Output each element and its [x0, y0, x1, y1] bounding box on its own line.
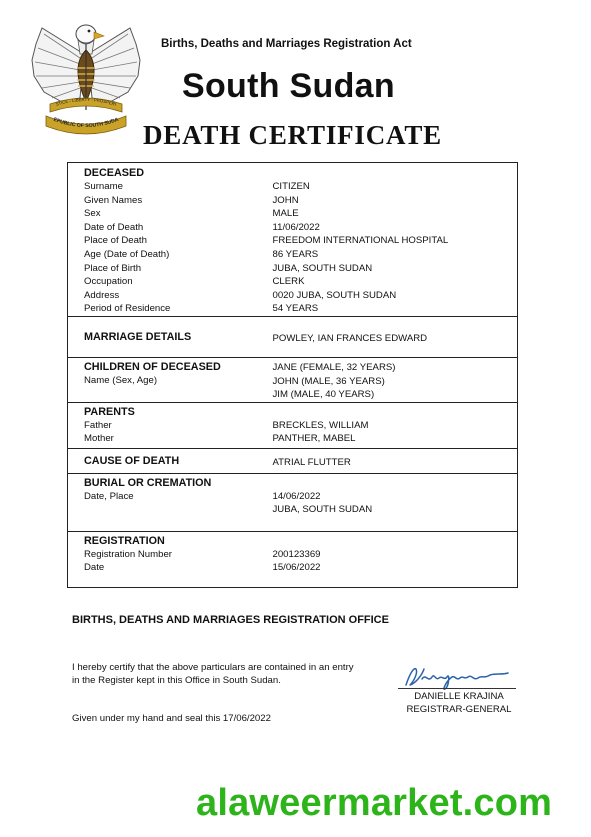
section-heading: CHILDREN OF DECEASED	[84, 360, 221, 373]
field-label: Date, Place	[84, 490, 134, 502]
father-value: BRECKLES, WILLIAM	[272, 419, 369, 431]
date-of-death-value: 11/06/2022	[272, 221, 320, 233]
field-label: Place of Birth	[84, 262, 142, 274]
field-label: Surname	[84, 181, 123, 192]
registrar-block	[398, 691, 520, 716]
sex-value: MALE	[272, 208, 299, 220]
child-value: JOHN (MALE, 36 YEARS)	[272, 375, 385, 387]
field-label: Period of Residence	[84, 303, 171, 315]
field-label: Name (Sex, Age)	[84, 374, 158, 386]
surname-value: CITIZEN	[272, 181, 310, 192]
period-of-residence-value: 54 YEARS	[272, 303, 319, 315]
section-heading: CAUSE OF DEATH	[84, 454, 180, 467]
registration-number-value: 200123369	[272, 548, 321, 560]
section-burial	[68, 473, 518, 531]
field-label: Date of Death	[84, 221, 144, 233]
given-names-value: JOHN	[272, 194, 299, 206]
place-of-birth-value: JUBA, SOUTH SUDAN	[272, 262, 373, 274]
section-parents	[68, 402, 518, 448]
spouse-value: POWLEY, IAN FRANCES EDWARD	[272, 332, 428, 344]
certification-line: I hereby certify that the above particulars are contained in an entry	[72, 662, 354, 673]
cause-value: ATRIAL FLUTTER	[272, 456, 351, 468]
section-heading: MARRIAGE DETAILS	[84, 330, 192, 343]
certificate-table	[67, 162, 518, 588]
section-deceased	[68, 163, 518, 317]
registration-date-value: 15/06/2022	[272, 562, 321, 574]
section-heading: REGISTRATION	[84, 534, 165, 547]
coat-of-arms-eagle-icon	[22, 14, 150, 142]
field-label: Place of Death	[84, 235, 147, 247]
given-under-hand-line: Given under my hand and seal this 17/06/2022	[72, 713, 271, 724]
field-label: Age (Date of Death)	[84, 248, 170, 260]
field-label: Address	[84, 289, 120, 301]
registrar-name: DANIELLE KRAJINA	[414, 691, 504, 702]
watermark: alaweermarket.com	[196, 782, 553, 824]
certificate-title: DEATH CERTIFICATE	[143, 120, 442, 150]
section-children	[68, 357, 518, 402]
emblem-motto: STICE - LIBERTY - PROSPERI	[54, 96, 117, 107]
address-value: 0020 JUBA, SOUTH SUDAN	[272, 289, 397, 301]
field-label: Date	[84, 562, 105, 574]
field-label: Registration Number	[84, 548, 172, 560]
age-value: 86 YEARS	[272, 248, 319, 260]
field-label: Father	[84, 419, 112, 431]
registrar-signature	[402, 661, 512, 691]
field-label: Given Names	[84, 194, 143, 206]
occupation-value: CLERK	[272, 276, 305, 288]
certification-line: in the Register kept in this Office in South Sudan.	[72, 674, 281, 686]
section-registration	[68, 531, 518, 587]
burial-date-value: 14/06/2022	[272, 490, 321, 502]
registration-office-heading: BIRTHS, DEATHS AND MARRIAGES REGISTRATION OFFICE	[72, 614, 389, 626]
burial-place-value: JUBA, SOUTH SUDAN	[272, 504, 373, 516]
registrar-title: REGISTRAR-GENERAL	[406, 703, 512, 715]
section-heading: BURIAL OR CREMATION	[84, 476, 212, 489]
emblem-country-ribbon: EPUBLIC OF SOUTH SUDA	[52, 116, 120, 130]
field-label: Occupation	[84, 276, 133, 288]
country-name: South Sudan	[182, 67, 395, 105]
coat-of-arms-emblem	[22, 14, 150, 142]
field-label: Sex	[84, 208, 101, 220]
section-marriage	[68, 316, 518, 357]
mother-value: PANTHER, MABEL	[272, 433, 356, 445]
place-of-death-value: FREEDOM INTERNATIONAL HOSPITAL	[272, 235, 449, 247]
certification-statement	[72, 662, 354, 687]
child-value: JIM (MALE, 40 YEARS)	[272, 389, 375, 401]
act-title: Births, Deaths and Marriages Registration Act	[161, 38, 412, 50]
section-heading: DECEASED	[84, 167, 144, 179]
section-heading: PARENTS	[84, 405, 135, 418]
field-label: Mother	[84, 433, 114, 445]
section-cause	[68, 448, 518, 473]
child-value: JANE (FEMALE, 32 YEARS)	[272, 361, 396, 373]
signature-line	[398, 688, 516, 689]
